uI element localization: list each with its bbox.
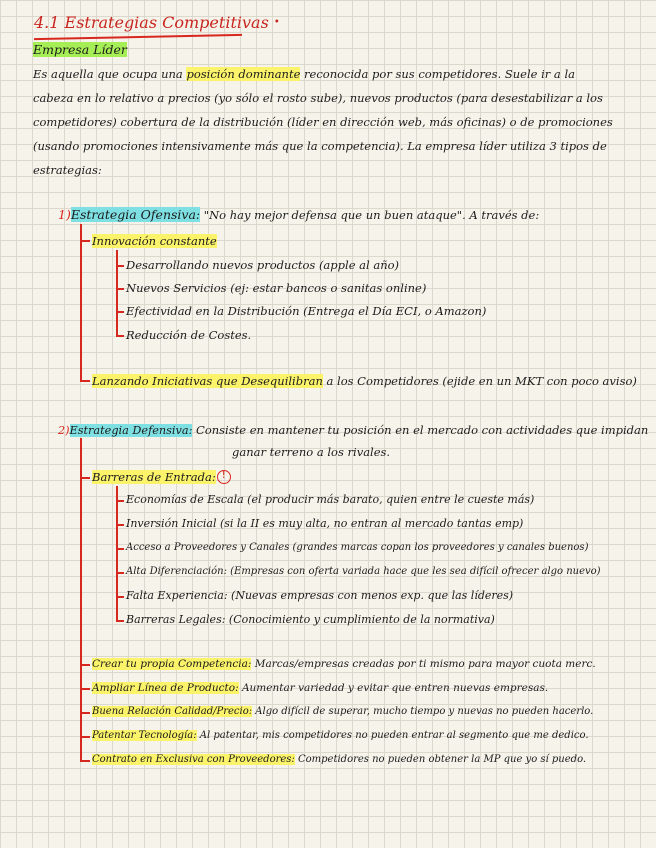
subtitle (33, 41, 127, 59)
page-title (34, 14, 280, 32)
defensive-label: Estrategia Defensiva: (69, 424, 193, 437)
barriers-text: Barreras de Entrada: (92, 470, 216, 484)
intro-line-1: Es aquella que ocupa una posición dominante reconocida por sus competidores. Suele ir a la (33, 67, 575, 81)
title-marker: • (273, 17, 280, 28)
offensive-quote: "No hay mejor defensa que un buen ataque". A través de: (200, 208, 540, 222)
defensive-heading (58, 421, 648, 440)
barrier-tick-2 (116, 524, 124, 526)
defensive-item-3: Buena Relación Calidad/Precio: Algo difícil de superar, mucho tiempo y nuevas no pueden hacerlo. (92, 706, 594, 717)
defensive-tick-4 (80, 712, 90, 714)
intro-line-2: cabeza en lo relativo a precios (yo sólo el rosto sube), nuevos productos (para desestabilizar a los (33, 91, 603, 105)
innovation-tick-3 (116, 311, 124, 313)
defensive-tick-3 (80, 688, 90, 690)
offensive-label: Estrategia Ofensiva: (70, 207, 201, 222)
innovation-tick-1 (116, 265, 124, 267)
barrier-item-5: Falta Experiencia: (Nuevas empresas con menos exp. que las líderes) (126, 589, 514, 602)
dominant-position-highlight: posición dominante (186, 67, 301, 81)
innovation-heading (92, 232, 217, 250)
launch-item: Lanzando Iniciativas que Desequilibran a los Competidores (ejide en un MKT con poco aviso) (92, 374, 637, 388)
defensive-tick-barriers (80, 477, 90, 479)
innovation-tick-2 (116, 288, 124, 290)
offensive-bracket (80, 224, 82, 380)
defensive-item-5: Contrato en Exclusiva con Proveedores: Competidores no pueden obtener la MP que yo sí puedo. (92, 754, 587, 765)
defensive-tick-5 (80, 736, 90, 738)
innovation-item-2: Nuevos Servicios (ej: estar bancos o sanitas online) (126, 281, 427, 295)
barrier-item-2: Inversión Inicial (si la II es muy alta, no entran al mercado tantas emp) (126, 517, 524, 530)
barrier-tick-3 (116, 548, 124, 550)
barrier-tick-5 (116, 596, 124, 598)
innovation-item-4: Reducción de Costes. (126, 328, 252, 342)
defensive-item-1: Crear tu propia Competencia: Marcas/empresas creadas por ti mismo para mayor cuota merc. (92, 658, 596, 670)
section-1-number: 1) (58, 207, 71, 222)
barriers-bracket (116, 486, 118, 620)
barrier-item-1: Economías de Escala (el producir más barato, quien entre le cueste más) (126, 493, 535, 506)
innovation-bracket (116, 250, 118, 336)
innovation-text: Innovación constante (92, 234, 217, 248)
barrier-item-4: Alta Diferenciación: (Empresas con oferta variada hace que les sea difícil ofrecer algo nuevo) (126, 566, 601, 577)
defensive-tick-6 (80, 760, 90, 762)
intro-line-3: competidores) cobertura de la distribución (líder en dirección web, más oficinas) o de promociones (33, 115, 613, 129)
title-underline (34, 34, 242, 40)
innovation-tick-4 (116, 335, 124, 337)
barrier-tick-4 (116, 572, 124, 574)
intro-line-4: (usando promociones intensivamente más que la competencia). La empresa líder utiliza 3 tipos de (33, 139, 607, 153)
innovation-item-3: Efectividad en la Distribución (Entrega el Día ECI, o Amazon) (126, 304, 487, 318)
barrier-item-6: Barreras Legales: (Conocimiento y cumplimiento de la normativa) (126, 613, 495, 626)
offensive-tick-2 (80, 380, 90, 382)
defensive-item-4: Patentar Tecnología: Al patentar, mis competidores no pueden entrar al segmento que me dedico. (92, 730, 589, 741)
defensive-tick-2 (80, 664, 90, 666)
barrier-tick-6 (116, 620, 124, 622)
subtitle-text: Empresa Líder (33, 42, 127, 57)
defensive-item-2: Ampliar Línea de Producto: Aumentar variedad y evitar que entren nuevas empresas. (92, 682, 549, 694)
defensive-desc-2: ganar terreno a los rivales. (232, 445, 391, 459)
barrier-tick-1 (116, 500, 124, 502)
offensive-heading (58, 206, 539, 224)
barrier-item-3: Acceso a Proveedores y Canales (grandes marcas copan los proveedores y canales buenos) (126, 542, 589, 553)
launch-highlight: Lanzando Iniciativas que Desequilibran (92, 374, 323, 388)
warning-icon (217, 470, 231, 484)
offensive-tick-1 (80, 240, 90, 242)
section-2-number: 2) (58, 424, 70, 437)
title-text: 4.1 Estrategias Competitivas (34, 13, 269, 32)
innovation-item-1: Desarrollando nuevos productos (apple al año) (126, 258, 400, 272)
barriers-heading (92, 468, 216, 486)
intro-line-5: estrategias: (33, 163, 102, 177)
defensive-desc-1: Consiste en mantener tu posición en el mercado con actividades que impidan (192, 423, 649, 437)
